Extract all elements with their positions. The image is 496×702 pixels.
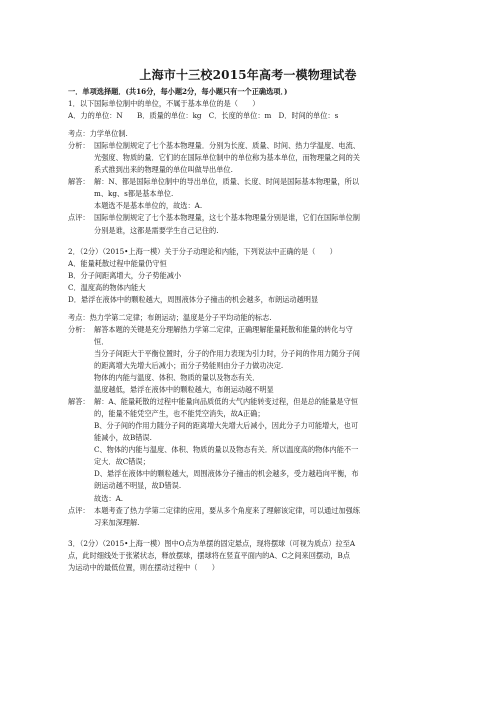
fenxi-line: 物体的内能与温度、体积、物质的量以及物态有关． [94, 373, 260, 383]
section-heading: 一．单项选择题．(共16分，每小题2分，每小题只有一个正确选项．) [68, 87, 288, 96]
jieda-line: 解：N、都是国际单位制中的导出单位，质量、长度、时间是国际基本物理量，所以 [94, 177, 360, 187]
jieda-line: 解：A、能量耗散的过程中能量向品质低的大气内能转变过程，但是总的能量是守恒 [94, 397, 358, 407]
question-stem: 2．（2分）（2015•上海一模）关于分子动理论和内能，下列说法中正确的是（ ） [68, 246, 337, 256]
fenxi-line: 国际单位制规定了七个基本物理量．分别为长度、质量、时间、热力学温度、电流、 [94, 141, 360, 151]
jieda-line: D、悬浮在液体中的颗粒越大，周围液体分子撞击的机会越多，受力越趋向平衡，布 [94, 469, 359, 479]
dianping-label: 点评： [68, 213, 90, 223]
document-title: 上海市十三校2015年高考一模物理试卷 [139, 68, 357, 82]
option-d: D．悬浮在液体中的颗粒越大，周围液体分子撞击的机会越多，布朗运动越明显 [68, 294, 319, 304]
dianping-line: 分别是谁，这都是需要学生自己记住的. [94, 225, 219, 235]
question-stem: 1．以下国际单位制中的单位，不属于基本单位的是（ ） [68, 99, 260, 109]
fenxi-line: 当分子间距大于平衡位置时，分子的作用力表现为引力时，分子间的作用力随分子间 [94, 348, 360, 358]
dianping-line: 习来加深理解. [94, 517, 140, 527]
question-options: A．力的单位：N B．质量的单位：kg C．长度的单位：m D．时间的单位：s [68, 111, 339, 121]
option-b: B．分子间距离增大，分子势能减小 [68, 270, 182, 280]
fenxi-label: 分析： [68, 141, 90, 151]
jieda-line: B、分子间的作用力随分子间的距离增大先增大后减小，因此分子力可能增大，也可 [94, 421, 359, 431]
jieda-line: 的，能量不能凭空产生，也不能凭空消失，故A正确； [94, 409, 265, 419]
fenxi-line: 恒． [94, 336, 109, 346]
question-2 [68, 246, 436, 529]
jieda-line: C、物体的内能与温度、体积、物质的量以及物态有关．所以温度高的物体内能不一 [94, 445, 359, 455]
fenxi-line: 解答本题的关键是充分理解热力学第二定律，正确理解能量耗散和能量的转化与守 [94, 324, 353, 334]
option-a: A．能量耗散过程中能量仍守恒 [68, 258, 167, 268]
jieda-line: 本题选不是基本单位的，故选：A. [94, 201, 203, 211]
jieda-line: 能减小，故B错误. [94, 433, 152, 443]
jieda-line: 朗运动越不明显，故D错误. [94, 481, 182, 491]
question-stem: 3．（2分）（2015•上海一模）图中O点为单摆的固定悬点，现将摆球（可视为质点）拉至A [68, 538, 356, 548]
question-1 [68, 98, 436, 237]
jieda-line: 故选：A. [94, 493, 124, 503]
jieda-line: 定大．故C错误； [94, 457, 150, 467]
kaodian: 考点：热力学第二定律；布朗运动；温度是分子平均动能的标志. [68, 312, 272, 322]
fenxi-label: 分析： [68, 324, 90, 334]
kaodian: 考点：力学单位制. [68, 129, 128, 139]
document-body [68, 86, 436, 574]
jieda-label: 解答： [68, 397, 90, 407]
question-3 [68, 538, 436, 574]
jieda-label: 解答： [68, 177, 90, 187]
fenxi-line: 系式推到出来的物理量的单位叫做导出单位. [94, 165, 233, 175]
dianping-line: 本题考查了热力学第二定律的应用，要从多个角度来了理解该定律，可以通过加强练 [94, 505, 360, 515]
dianping-line: 国际单位制规定了七个基本物理量，这七个基本物理量分别是谁，它们在国际单位制 [94, 213, 360, 223]
fenxi-line: 光强度、物质的量．它们的在国际单位制中的单位称为基本单位，而物理量之间的关 [94, 153, 360, 163]
dianping-label: 点评： [68, 505, 90, 515]
option-c: C．温度高的物体内能大 [68, 282, 146, 292]
fenxi-line: 温度越低，悬浮在液体中的颗粒越大，布朗运动越不明显 [94, 385, 274, 395]
question-stem: 点，此时细线处于张紧状态，释放摆球，摆球将在竖直平面内的A、C之间来回摆动，B点 [68, 550, 350, 560]
jieda-line: m、kg、s都是基本单位. [94, 189, 174, 199]
question-stem: 为运动中的最低位置，则在摆动过程中（ ） [68, 562, 219, 572]
fenxi-line: 的距离增大先增大后减小；而分子势能则由分子力做功决定. [94, 360, 284, 370]
